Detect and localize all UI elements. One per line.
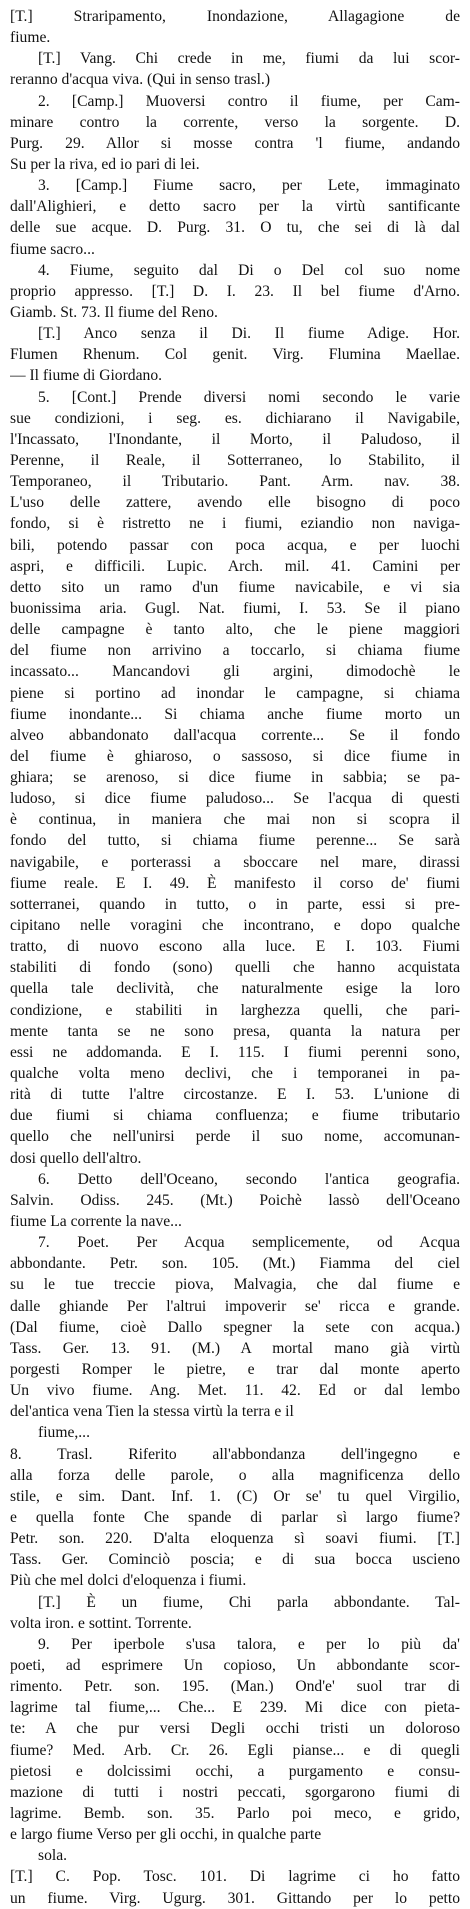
text-line: su le tue treccie piova, Malvagia, che dal fiume e — [10, 1276, 460, 1294]
text-line: Un vivo fiume. Ang. Met. 11. 42. Ed or dal lembo — [10, 1382, 460, 1400]
text-line: quello che nell'unirsi perde il suo nome, accomunan- — [10, 1128, 460, 1146]
text-line: buonissima aria. Gugl. Nat. fiumi, I. 53. Se il piano — [10, 599, 460, 617]
text-line: sotterranei, quando in tutto, o in parte, essi si pre- — [10, 895, 460, 913]
text-line: 3. [Camp.] Fiume sacro, per Lete, immaginato — [38, 177, 460, 195]
text-line: aspri, e difficili. Lupic. Arch. mil. 41. Camini per — [10, 557, 460, 575]
text-line: sue condizioni, i seg. es. dichiarano il Navigabile, — [10, 409, 460, 427]
text-line: proprio appresso. [T.] D. I. 23. Il bel fiume d'Arno. — [10, 282, 460, 300]
text-line: [T.] C. Pop. Tosc. 101. Di lagrime ci ho fatto — [10, 1868, 460, 1886]
text-line: stabiliti di fondo (sono) quelli che hanno acquistata — [10, 959, 460, 977]
text-line: ghiara; se arenoso, si dice fiume in sabbia; se pa- — [10, 769, 460, 787]
text-line: 2. [Camp.] Muoversi contro il fiume, per Cam- — [38, 92, 460, 110]
text-line: rimento. Petr. son. 195. (Man.) Ond'e' suol trar di — [10, 1678, 460, 1696]
text-line: navigabile, e porterassi a sboccare nel mare, dirassi — [10, 853, 460, 871]
text-line: fiume reale. E I. 49. È manifesto il corso de' fiumi — [10, 874, 460, 892]
text-line: 6. Detto dell'Oceano, secondo l'antica geografia. — [38, 1170, 460, 1188]
text-line: Più che mel dolci d'eloquenza i fiumi. — [10, 1572, 247, 1590]
text-line: lagrime. Bemb. son. 35. Parlo poi meco, e grido, — [10, 1804, 460, 1822]
text-line: stile, e sim. Dant. Inf. 1. (C) Or se' tu quel Virgilio, — [10, 1487, 460, 1505]
text-line: Tass. Ger. Cominciò poscia; e di sua bocca uscieno — [10, 1551, 460, 1569]
text-line: del fiume non arrivino a toccarlo, si chiama fiume — [10, 642, 460, 660]
text-line: Su per la riva, ed io pari di lei. — [10, 155, 200, 173]
text-line: minare contro la corrente, verso la sorgente. D. — [10, 113, 460, 131]
text-line: fondo, si è ristretto ne i fiumi, eziandio non naviga- — [10, 515, 460, 533]
text-line: essi ne addomanda. E I. 115. I fiumi perenni sono, — [10, 1043, 460, 1061]
text-line: dalle ghiande Per l'altrui impoverir se' ricca e grande. — [10, 1297, 460, 1315]
text-line: Tass. Ger. 13. 91. (M.) A mortal mano già virtù — [10, 1339, 460, 1357]
text-line: sola. — [38, 1847, 68, 1865]
text-line: e largo fiume Verso per gli occhi, in qualche parte — [10, 1826, 322, 1844]
text-line: 9. Per iperbole s'usa talora, e per lo più da' — [38, 1635, 460, 1653]
text-line: l'Incassato, l'Inondante, il Morto, il Paludoso, il — [10, 430, 460, 448]
text-line: del fiume è ghiaroso, o sassoso, si dice fiume in — [10, 747, 460, 765]
text-line: fiume La corrente la nave... — [10, 1213, 182, 1231]
text-line: Purg. 29. Allor si mosse contra 'l fiume, andando — [10, 134, 460, 152]
text-line: fiume,... — [38, 1424, 90, 1442]
text-line: Salvin. Odiss. 245. (Mt.) Poichè lassò dell'Oceano — [10, 1191, 460, 1209]
text-line: mente tanta se ne sono presa, quanta la natura per — [10, 1022, 460, 1040]
text-line: fondo del tutto, si chiama fiume perenne... Se sarà — [10, 832, 460, 850]
text-line: delle campagne è tanto alto, che le piene maggiori — [10, 621, 460, 639]
text-line: fiume. — [10, 29, 51, 47]
text-line: cipitano nelle voragini che incontrano, e dopo qualche — [10, 917, 460, 935]
text-line: porgesti Romper le pietre, e trar dal monte aperto — [10, 1361, 460, 1378]
text-line: rità di tutte l'altre circostanze. E I. 53. L'unione di — [10, 1086, 460, 1104]
text-line: condizione, e stabiliti in larghezza quelli, che pari- — [10, 1001, 460, 1019]
text-line: Temporaneo, il Tributario. Pant. Arm. nav. 38. — [10, 473, 460, 491]
text-line: 8. Trasl. Riferito all'abbondanza dell'ingegno e — [10, 1445, 460, 1463]
text-line: due fiumi si chiama confluenza; e fiume tributario — [10, 1107, 460, 1125]
text-line: Giamb. St. 73. Il fiume del Reno. — [10, 303, 218, 321]
text-line: fiume sacro... — [10, 240, 95, 258]
text-line: (Dal fiume, cioè Dallo spegner la sete con acqua.) — [10, 1318, 460, 1336]
text-line: L'uso delle zattere, avendo elle bisogno di poco — [10, 494, 460, 512]
text-line: volta iron. e sottint. Torrente. — [10, 1614, 192, 1632]
text-line: del'antica vena Tien la stessa virtù la terra e il — [10, 1403, 294, 1421]
text-line: lagrime tal fiume,... Che... E 239. Mi dice con pietа- — [10, 1699, 460, 1717]
text-line: alveo abbandonato dall'acqua corrente... Se il fondo — [10, 726, 460, 744]
text-line: alla forza delle parole, o alla magnificenza dello — [10, 1466, 460, 1484]
text-line: 4. Fiume, seguito dal Di o Del col suo nome — [38, 261, 460, 279]
text-line: delle sue acque. D. Purg. 31. O tu, che sei di là dal — [10, 219, 460, 237]
text-line: dall'Alighieri, e detto sacro per la virtù santificante — [10, 198, 460, 216]
text-line: ludoso, si dice fiume paludoso... Se l'acqua di questi — [10, 790, 460, 808]
text-line: detto sito un ramo d'un fiume navicabile, e vi sia — [10, 578, 460, 596]
text-line: — Il fiume di Giordano. — [10, 367, 163, 385]
text-line: mazione di tutti i nostri peccati, sgorgarono fiumi di — [10, 1783, 460, 1801]
text-line: 5. [Cont.] Prende diversi nomi secondo le varie — [38, 388, 460, 406]
text-line: abbondante. Petr. son. 105. (Mt.) Fiamma del ciel — [10, 1255, 460, 1273]
text-line: [T.] Vang. Chi crede in me, fiumi da lui scor- — [38, 50, 460, 68]
text-line: fiume? Med. Arb. Cr. 26. Egli pianse... e di quegli — [10, 1741, 460, 1759]
text-line: pietosi e dolcissimi occhi, a purgamento e consu- — [10, 1762, 460, 1780]
text-line: quella tale declività, che naturalmente esige la loro — [10, 980, 460, 998]
text-line: è continua, in maniera che mai non si scopra il — [10, 811, 460, 829]
text-line: dosi quello dell'altro. — [10, 1149, 142, 1167]
text-line: tratto, di nuovo escono alla luce. E I. 103. Fiumi — [10, 938, 460, 956]
dictionary-entry-text — [10, 6, 460, 1909]
text-line: un fiume. Virg. Ugurg. 301. Gittando per lo petto — [10, 1889, 460, 1907]
text-line: poeti, ad esprimere Un copioso, Un abbondante scor- — [10, 1656, 460, 1674]
text-line: qualche volta meno declivi, che i temporanei in pa- — [10, 1065, 460, 1083]
text-line: e quella fonte Che spande di parlar sì largo fiume? — [10, 1508, 460, 1526]
text-line: piene si portino ad inondar le campagne, si chiama — [10, 684, 460, 702]
text-line: Perenne, il Reale, il Sotterraneo, lo Stabilito, il — [10, 451, 460, 469]
text-line: 7. Poet. Per Acqua semplicemente, od Acqua — [38, 1234, 460, 1252]
text-line: [T.] Anco senza il Di. Il fiume Adige. Hor. — [38, 325, 460, 343]
text-line: [T.] Straripamento, Inondazione, Allagagione de — [10, 8, 460, 25]
text-line: te: A che pur versi Degli occhi tristi un doloroso — [10, 1720, 460, 1738]
text-line: fiume inondante... Si chiama anche fiume morto un — [10, 705, 460, 723]
text-line: [T.] È un fiume, Chi parla abbondante. Tal- — [38, 1593, 460, 1611]
text-line: incassato... Mancandovi gli argini, dimodochè le — [10, 663, 460, 681]
text-line: bili, potendo passar con poca acqua, e per luochi — [10, 536, 460, 554]
text-line: Petr. son. 220. D'alta eloquenza sì soavi fiumi. [T.] — [10, 1530, 460, 1548]
text-line: Flumen Rhenum. Col genit. Virg. Flumina Maellae. — [10, 346, 460, 364]
text-line: reranno d'acqua viva. (Qui in senso trasl.) — [10, 71, 271, 89]
